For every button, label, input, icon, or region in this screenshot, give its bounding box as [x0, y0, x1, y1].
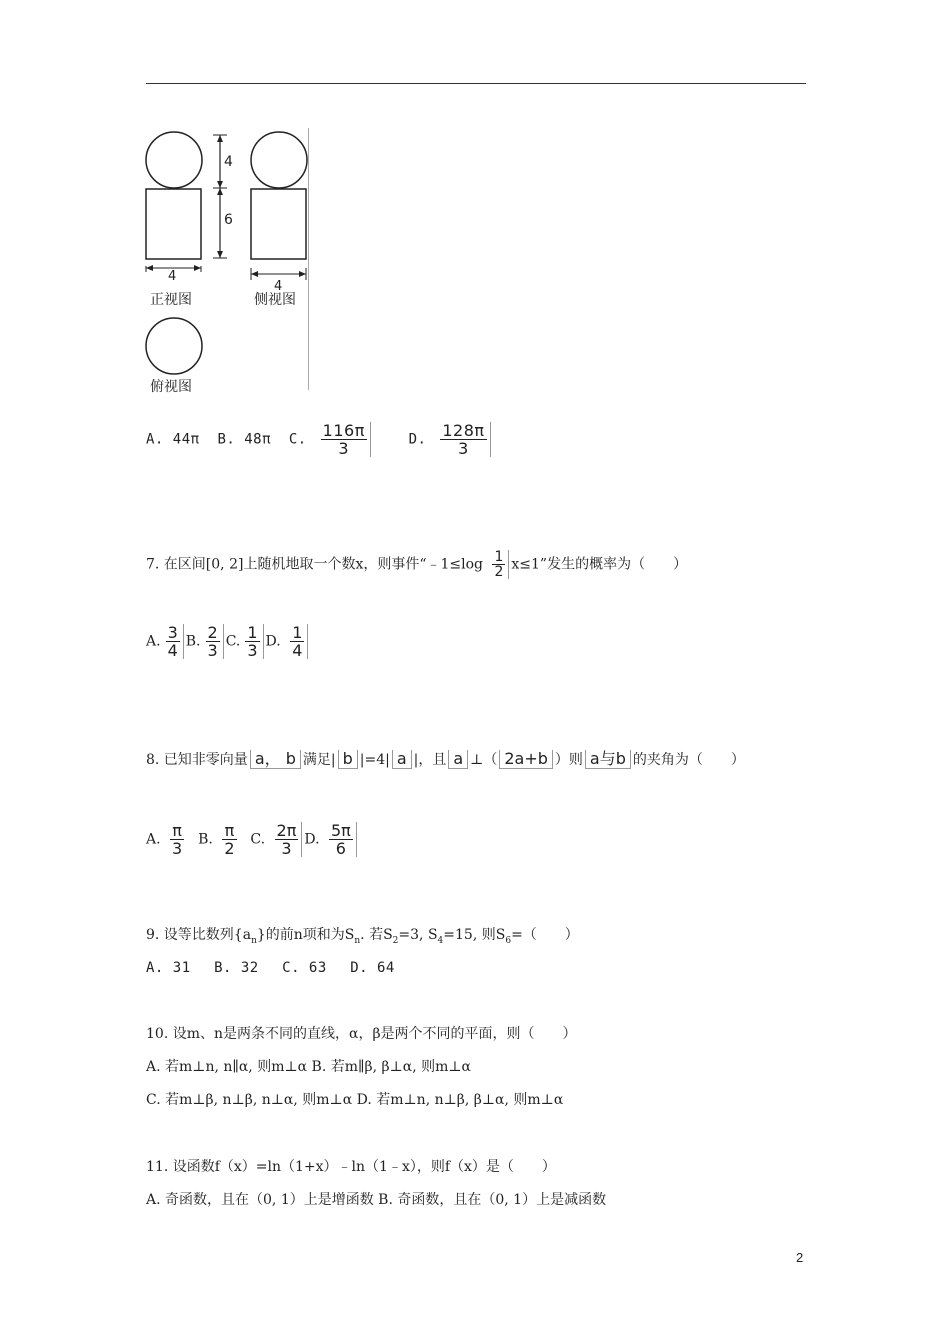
q8-vec-a: a — [392, 750, 412, 769]
q8-stem — [146, 750, 745, 770]
q7-option-c-fraction: $\frac{1}{3}$ — [242, 624, 263, 659]
q8-text-5: ⊥（ — [470, 752, 498, 768]
q8-text-3: |=4| — [359, 752, 390, 768]
q8-text-7: 的夹角为（ ） — [632, 752, 745, 768]
q7-stem-after: x≤1”发生的概率为（ ） — [511, 556, 688, 573]
q8-vec-a2: a — [448, 750, 468, 769]
q11-stem: 11. 设函数f（x）=ln（1+x）﹣ln（1﹣x），则f（x）是（ ） — [146, 1159, 556, 1175]
figure-border — [308, 128, 309, 390]
q8-vec-b: b — [338, 750, 358, 769]
q8-option-a-fraction: $\frac{\pi}{3}$ — [172, 821, 183, 858]
dim-width-front-label: 4 — [168, 269, 177, 284]
q9-options: A. 31 B. 32 C. 63 D. 64 — [146, 960, 395, 976]
q8-option-c-label: C. — [250, 831, 266, 848]
q8-option-d-label: D. — [304, 831, 320, 848]
dim-width-side-label: 4 — [274, 279, 283, 294]
q8-vec-ab: a， b — [250, 750, 301, 769]
q8-option-b-label: B. — [198, 831, 213, 848]
front-view-rect — [146, 189, 201, 259]
dim-rect-label: 6 — [224, 212, 233, 228]
q8-text-2: 满足| — [302, 752, 336, 768]
q7-option-b-label: B. — [185, 633, 201, 650]
q8-vec-2a-plus-b: 2a+b — [499, 750, 553, 769]
q6-option-c-label: C. — [288, 431, 307, 448]
q8-option-b-fraction: $\frac{\pi}{2}$ — [224, 821, 235, 858]
q6-option-d-label: D. — [408, 431, 427, 448]
side-view-label: 侧视图 — [254, 292, 296, 308]
q8-text-4: |，且 — [413, 752, 447, 768]
q8-options — [146, 822, 359, 857]
dim-circle-label: 4 — [224, 154, 233, 170]
q8-text-1: 8. 已知非零向量 — [146, 752, 248, 768]
q7-option-d-fraction: $\frac{1}{4}$ — [287, 624, 308, 659]
front-view-circle — [146, 132, 202, 188]
side-view-rect — [251, 189, 306, 259]
q7-option-d-label: D. — [265, 633, 281, 650]
q6-option-b: B. 48π — [217, 431, 272, 448]
q6-options — [146, 422, 493, 457]
top-view-label: 俯视图 — [150, 379, 192, 393]
q8-option-a-label: A. — [146, 831, 161, 848]
q7-stem-before: 7. 在区间[0, 2]上随机地取一个数x，则事件“﹣1≤log — [146, 556, 484, 573]
header-rule — [146, 83, 806, 84]
q7-log-base: $\frac{1}{2}$ — [489, 550, 509, 579]
q10-options-ab: A. 若m⊥n, n∥α, 则m⊥α B. 若m∥β, β⊥α, 则m⊥α — [146, 1059, 471, 1075]
page-number: 2 — [796, 1250, 804, 1265]
q7-option-a-label: A. — [146, 633, 161, 650]
q7-option-b-fraction: $\frac{2}{3}$ — [203, 624, 224, 659]
top-view-circle — [146, 318, 202, 374]
q6-option-d-fraction: $\frac{128\pi}{3}$ — [437, 422, 490, 457]
q10-options-cd: C. 若m⊥β, n⊥β, n⊥α, 则m⊥α D. 若m⊥n, n⊥β, β⊥α, 则m⊥α — [146, 1092, 564, 1108]
q7-stem — [146, 550, 687, 579]
q8-vec-a-and-b: a与b — [585, 750, 631, 769]
side-view-circle — [251, 132, 307, 188]
front-view-label: 正视图 — [150, 292, 192, 308]
q8-option-c-fraction: $\frac{2\pi}{3}$ — [272, 822, 303, 857]
q8-text-6: ）则 — [554, 752, 583, 768]
q10-stem: 10. 设m、n是两条不同的直线，α，β是两个不同的平面，则（ ） — [146, 1026, 577, 1042]
q7-options — [146, 624, 310, 659]
q7-option-c-label: C. — [225, 633, 241, 650]
q9-stem: 9. 设等比数列$\{a_n\}$的前n项和为$S_n$. 若$S_2=3$, $S_4=15$, 则$S_6=$（ ） — [146, 927, 579, 946]
q11-options-ab: A. 奇函数，且在（0, 1）上是增函数 B. 奇函数，且在（0, 1）上是减函数 — [146, 1192, 607, 1208]
q7-option-a-fraction: $\frac{3}{4}$ — [163, 624, 184, 659]
q6-option-c-fraction: $\frac{116\pi}{3}$ — [318, 422, 371, 457]
q6-option-a: A. 44π — [146, 431, 200, 448]
q8-option-d-fraction: $\frac{5\pi}{6}$ — [326, 822, 357, 857]
three-view-figure — [138, 128, 313, 393]
